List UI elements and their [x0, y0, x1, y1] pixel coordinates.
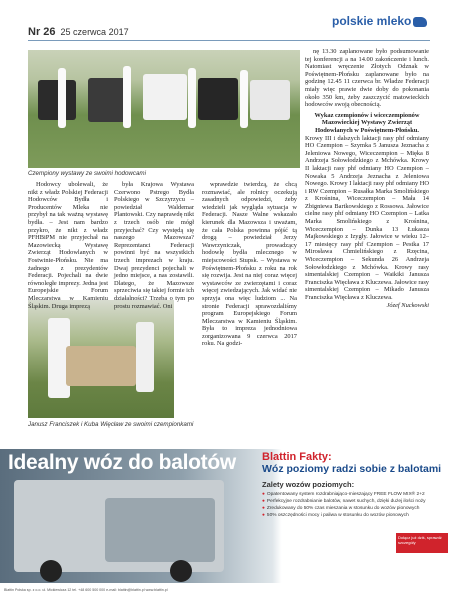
author-signature: Józef Nuckowski: [386, 301, 429, 309]
results-list: Krowy III i dalszych laktacji rasy phf odmiany HO Czempion – Szymka 5 Janusza Jeznacha z Jeleniowa Nowego, Wiceczempion – Mięka 8 Andrzeja Sołowłodzkiego z Mchówka. Krowy II laktacji rasy phf odmiany HO Czempion – Nowaka 5 Andrzeja Jeznacha z Jeleniowa Nowego. Krowy I laktacji rasy phf odmiany HO i RW Czempion – Rusałka Marka Smolińskiego z Krośnina, Wiceczempion – Mała 14 Zbigniewa Bartkowskiego z Rossowa. Jałowice cielne rasy phf odmiany HO Czempion – Latka Marka Smolińskiego z Krośnina, Wiceczempion – Dunka 13 Łukasza Majkowskiego z Izygły. Jałowice w wieku 12–17 miesięcy rasy phf Czempion – Pestka 17 Mirosława Chmielińskiego z Rzęcina, Wiceczempion – Sekunda 26 Andrzeja Sołowłodzkiego z Mchówka. Krowy rasy simentalskiej Czempion – Waikiki Janusza Franciszka Więcława z Kluczewa. Jałowice rasy simentalskiej Czempion – Mikado Janusza Franciszka Więcława z Kluczewa.: [305, 134, 429, 301]
ad-headline: Wóz poziomy radzi sobie z balotami: [262, 463, 442, 475]
ad-feature: ● Zredukowany do 50% czas mieszania w stosunku do wozów pionowych: [262, 506, 420, 511]
ad-brand: Blattin Fakty:: [262, 451, 332, 463]
wheel-icon: [170, 560, 192, 582]
ad-text-panel: [262, 451, 452, 591]
bullet-icon: ●: [262, 513, 265, 518]
article-column-3: [202, 181, 297, 447]
feed-wagon-detail: [105, 498, 215, 562]
cow-icon: [413, 17, 427, 27]
breeders-photo: [28, 300, 174, 418]
ad-title: Idealny wóz do balotów: [8, 451, 236, 474]
article-text-1: Hodowcy ubolewali, że nikt z władz Polskiej Federacji Hodowców Bydła i Producentów Mleka nie przybył na tak ważną wystawę bydła. – Jest nam bardzo przykro, że nikt z władz PFHBiPM nie przyjechał na Mazowiecką Wystawę Zwierząt Hodowlanych w Fostwinie-Płońsku. Nie ma żadnego z prezydentów Federacji. Pojechali na dwie równoległe imprezy. Jedna jest Europejskie Forum Mleczarstwa w Kamieniu Śląskim. Druga imprezą: [28, 181, 108, 310]
issue-info: [28, 26, 129, 38]
ad-subhead: Zalety wozów poziomych:: [262, 480, 355, 489]
ad-feature: ● 50% oszczędności mocy i paliwa w stosunku do wozów pionowych: [262, 513, 409, 518]
header-divider: [28, 40, 430, 41]
ad-feature-list: [262, 491, 452, 519]
results-heading: Wykaz czempionów i wiceczempionów Mazowieckiej Wystawy Zwierząt Hodowlanych w Poświętnem-Płońsku.: [314, 111, 420, 134]
photo-caption-2: Janusz Franciszek i Kuba Więcław ze swoimi czempionkami: [28, 421, 194, 428]
ad-badge[interactable]: Dołącz już dziś, sprawdź szczegóły: [396, 533, 448, 553]
article-column-1: [28, 181, 108, 310]
bullet-icon: ●: [262, 499, 265, 504]
logo-text: polskie mleko: [332, 14, 412, 28]
bullet-icon: ●: [262, 492, 265, 497]
magazine-logo[interactable]: [332, 14, 427, 28]
article-text-3: wprawdzie twierdzą, że chcą rozmawiać, ale rolnicy oczekują zasadnych odpowiedzi, żeby wiedzieli jak wygląda sytuacja w Federacji. Nasze Walne wskazało kierunek dla Mazowsza i uważam, że cała Polska powinna pójść tą drogą – powiedział Jerzy Wawrzyniczak, prowadzący hodowlę bydła mlecznego w miejscowości Stupsk. – Wystawa w Poświętnem-Płońsku z roku na rok się rozwija. Jest na niej coraz więcej wystawców ze zwierzętami i coraz więcej zwiedzających. Jak widać nie sprzyja ona więc ludziom ... Na stronie Federacji sprawozdaliśmy program Europejskiego Forum Mleczarstwa w Kamieniu Śląskim. Była to impreza jednodniowa zorganizowana 9 czerwca 2017 roku. Na godzi-: [202, 181, 297, 348]
issue-number: Nr 26: [28, 26, 56, 38]
article-column-4: [305, 48, 429, 444]
ad-footer: [0, 583, 454, 600]
ad-feature: ● Opatentowany system rozdrabniająco-mieszający FREE FLOW MIX® 2+2: [262, 492, 425, 497]
photo-caption-1: Czempiony wystawy ze swoimi hodowcami: [28, 170, 146, 177]
ad-feature: ● Perfekcyjne rozdrabnianie balotów, nawet suchych, dzięki dużej ilości noży: [262, 499, 426, 504]
article-text-2: była Krajowa Wystawa Czerwono Pstrego Bydła Polskiego w Szczyrzycu – powiedział Waldemar Plantowski. Czy naprawdę nikt z trzech osób nie mógł przyjechać? Czy wystędą się naszego Mazowsza? Reprezentanci Federacji powinni być na wszystkich trzech imprezach w kraju. Dwaj prezydenci pojechali w jedno miejsce, a nas zostawili. Dlatego, że Mazowsze sprzeciwia się takiej formie ich działalności? Trzeba o tym po prostu rozmawiać. Oni: [114, 181, 194, 310]
article-text-4: nę 13.30 zaplanowane było podsumowanie tej konferencji a na 14.00 zakończenie i lunch. Natomiast wręczenie Złotych Odznak w Poświętnem-Płońsku zaplanowane było na godzinę 12.45 11 czerwca br. Władze Federacji miały więc prawie dwie doby do pokonania około 350 km, żeby zaszczycić matowieckich hodowców swoją obecnością.: [305, 48, 429, 109]
article-column-2: [114, 181, 194, 310]
wheel-icon: [40, 560, 62, 582]
champions-photo: [28, 50, 300, 168]
ad-footer-text: Blattin Polska sp. z o.o. ul. Mickiewicza 12 tel. +48 600 500 000 e-mail: blattin@blattin.pl www.blattin.pl: [4, 588, 168, 592]
bullet-icon: ●: [262, 506, 265, 511]
issue-date: 25 czerwca 2017: [60, 27, 129, 37]
